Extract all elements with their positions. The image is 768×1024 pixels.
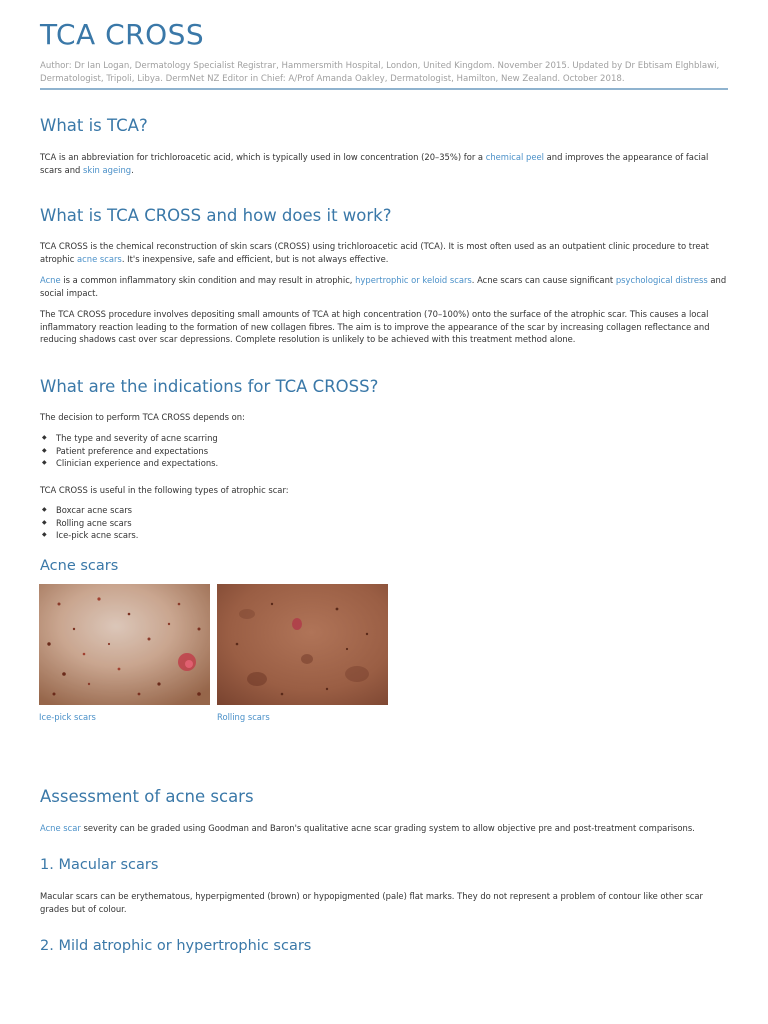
link-chemical-peel[interactable]: chemical peel <box>485 152 544 162</box>
heading-indications: What are the indications for TCA CROSS? <box>40 377 379 396</box>
list-scar-types <box>40 504 728 542</box>
link-acne-scar[interactable]: Acne scar <box>40 823 81 833</box>
paragraph-tca-definition: TCA is an abbreviation for trichloroacetic acid, which is typically used in low concentration (20–35%) for a chemical peel and improves the appearance of facial scars and skin ageing. <box>40 152 709 175</box>
page-title: TCA CROSS <box>40 18 205 51</box>
caption-rolling-scars[interactable]: Rolling scars <box>217 712 270 722</box>
image-ice-pick-scars[interactable] <box>39 584 210 705</box>
paragraph-macular-scars: Macular scars can be erythematous, hyperpigmented (brown) or hypopigmented (pale) flat marks. They do not represent a problem of contour like other scar grades but of colour. <box>40 891 703 914</box>
author-info: Author: Dr Ian Logan, Dermatology Specialist Registrar, Hammersmith Hospital, London, United Kingdom. November 2015. Updated by Dr Ebtisam Elghblawi, Dermatologist, Tripoli, Libya. DermNet NZ Editor in Chief: A/Prof Amanda Oakley, Dermatologist, Hamilton, New Zealand. October 2018. <box>40 60 728 90</box>
list-item: ◆ Boxcar acne scars <box>56 504 728 517</box>
link-acne-scars[interactable]: acne scars <box>77 253 122 264</box>
paragraph-cross-definition: TCA CROSS is the chemical reconstruction of skin scars (CROSS) using trichloroacetic acid (TCA). It is most often used as an outpatient clinic procedure to treat atrophic acne scars. It's inexpensive, safe and efficient, but is not always effective. <box>40 241 709 264</box>
list-item: ◆ The type and severity of acne scarring <box>56 432 728 445</box>
heading-mild-atrophic-scars: 2. Mild atrophic or hypertrophic scars <box>40 938 312 954</box>
heading-what-is-tca: What is TCA? <box>40 116 148 135</box>
caption-ice-pick-scars[interactable]: Ice-pick scars <box>39 712 96 722</box>
list-item: ◆ Ice-pick acne scars. <box>56 529 728 542</box>
heading-acne-scars: Acne scars <box>40 558 119 574</box>
paragraph-procedure: The TCA CROSS procedure involves depositing small amounts of TCA at high concentration (70–100%) onto the surface of the atrophic scar. This causes a local inflammatory reaction leading to the formation of new collagen fibres. The aim is to improve the appearance of the scar by increasing collagen reflectance and reducing shadows cast over scar depressions. Complete resolution is unlikely to be achieved with this treatment method alone. <box>40 309 710 344</box>
link-hypertrophic-keloid-scars[interactable]: hypertrophic or keloid scars <box>355 275 472 285</box>
image-rolling-scars[interactable] <box>217 584 388 705</box>
link-acne[interactable]: Acne <box>40 275 61 285</box>
list-item: ◆ Patient preference and expectations <box>56 445 728 458</box>
heading-what-is-tca-cross: What is TCA CROSS and how does it work? <box>40 206 392 225</box>
list-item: ◆ Clinician experience and expectations. <box>56 457 728 470</box>
link-skin-ageing[interactable]: skin ageing <box>83 164 132 175</box>
heading-assessment: Assessment of acne scars <box>40 787 254 806</box>
paragraph-acne: Acne is a common inflammatory skin condition and may result in atrophic, hypertrophic or keloid scars. Acne scars can cause significant psychological distress and social impact. <box>40 275 727 298</box>
heading-macular-scars: 1. Macular scars <box>40 857 159 873</box>
paragraph-assessment: Acne scar severity can be graded using Goodman and Baron's qualitative acne scar grading system to allow objective pre and post-treatment comparisons. <box>40 823 695 833</box>
list-decision-factors <box>40 432 728 470</box>
list-item: ◆ Rolling acne scars <box>56 517 728 530</box>
link-psychological-distress[interactable]: psychological distress <box>615 275 708 285</box>
paragraph-decision: The decision to perform TCA CROSS depends on: <box>40 412 245 422</box>
paragraph-scar-types: TCA CROSS is useful in the following types of atrophic scar: <box>40 485 289 495</box>
